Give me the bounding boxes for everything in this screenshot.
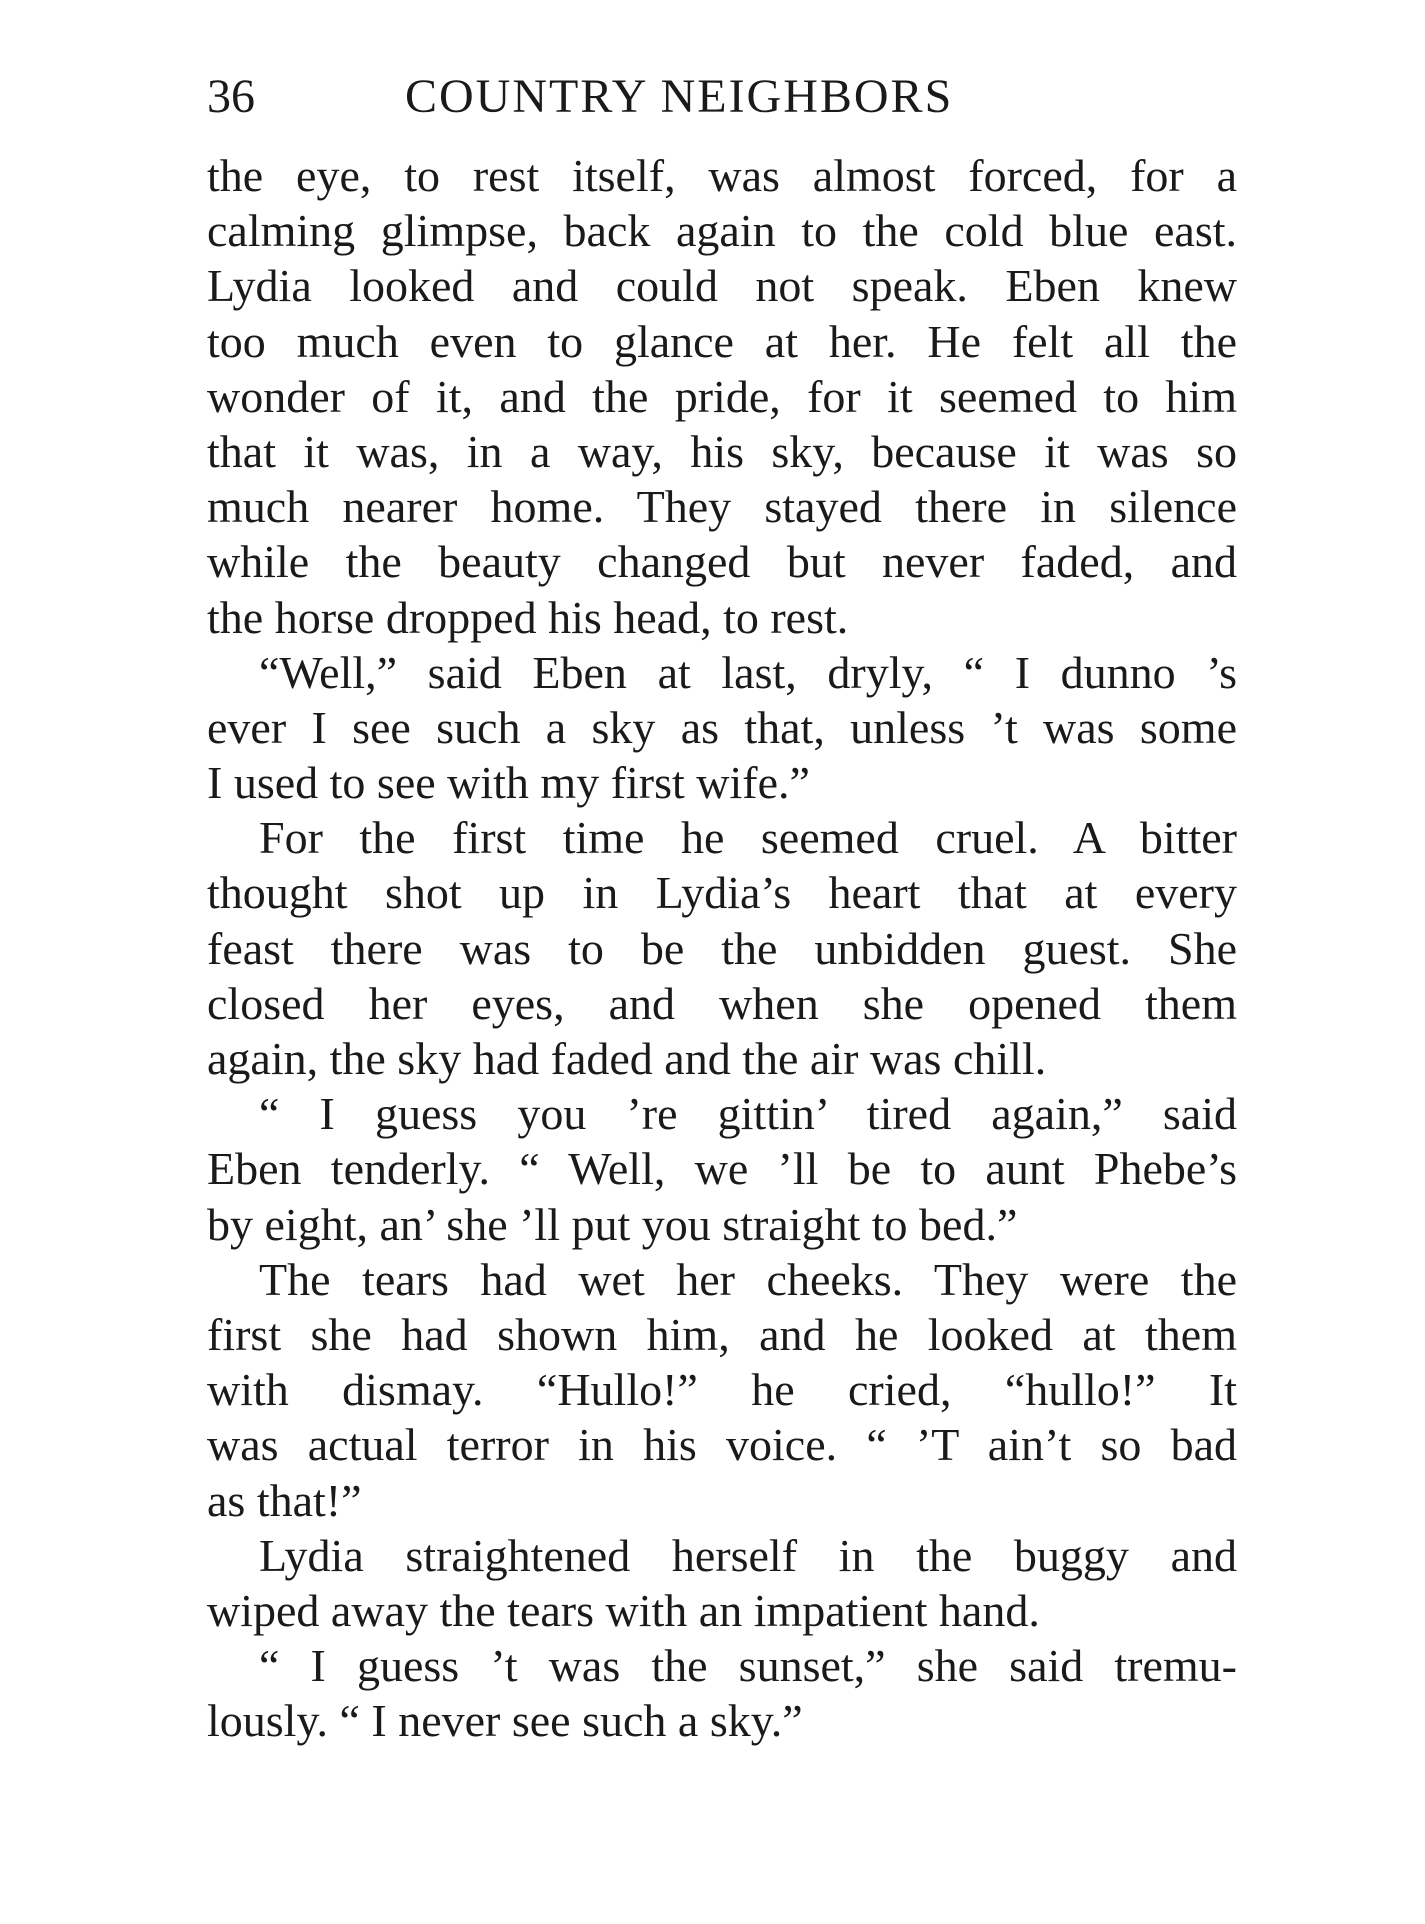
text-line: wonder of it, and the pride, for it seemed to him — [207, 370, 1237, 422]
text-line: closed her eyes, and when she opened them — [207, 977, 1237, 1029]
text-line: by eight, an’ she ’ll put you straight to bed.” — [207, 1198, 1018, 1250]
text-line: while the beauty changed but never faded, and — [207, 536, 1237, 588]
text-line: again, the sky had faded and the air was chill. — [207, 1033, 1047, 1084]
body-text — [207, 148, 1237, 1748]
text-line: “Well,” said Eben at last, dryly, “ I dunno ’s — [259, 646, 1237, 698]
page-number: 36 — [207, 70, 255, 123]
text-line: ever I see such a sky as that, unless ’t was some — [207, 701, 1237, 753]
text-line: thought shot up in Lydia’s heart that at every — [207, 867, 1237, 919]
text-line: wiped away the tears with an impatient hand. — [207, 1584, 1040, 1636]
text-line: The tears had wet her cheeks. They were the — [259, 1253, 1237, 1305]
text-line: feast there was to be the unbidden guest. She — [207, 922, 1237, 974]
page-header — [207, 62, 1237, 132]
text-line: Eben tenderly. “ Well, we ’ll be to aunt Phebe’s — [207, 1143, 1237, 1195]
text-line: too much even to glance at her. He felt all the — [207, 315, 1237, 367]
text-line: with dismay. “Hullo!” he cried, “hullo!” It — [207, 1364, 1237, 1416]
text-line: “ I guess ’t was the sunset,” she said tremu- — [259, 1640, 1237, 1692]
text-line: lously. “ I never see such a sky.” — [207, 1695, 803, 1747]
text-line: much nearer home. They stayed there in silence — [207, 481, 1237, 533]
text-line: I used to see with my first wife.” — [207, 757, 810, 809]
text-line: was actual terror in his voice. “ ’T ain’t so bad — [207, 1419, 1237, 1471]
text-line: For the first time he seemed cruel. A bitter — [259, 812, 1237, 864]
text-line: “ I guess you ’re gittin’ tired again,” said — [259, 1088, 1237, 1140]
text-line: Lydia straightened herself in the buggy and — [259, 1529, 1237, 1581]
text-line: as that!” — [207, 1474, 362, 1526]
text-line: first she had shown him, and he looked at them — [207, 1308, 1237, 1360]
text-line: the horse dropped his head, to rest. — [207, 591, 849, 643]
running-title: COUNTRY NEIGHBORS — [405, 70, 954, 123]
text-line: that it was, in a way, his sky, because it was so — [207, 425, 1237, 477]
text-line: Lydia looked and could not speak. Eben knew — [207, 260, 1237, 312]
text-line: the eye, to rest itself, was almost forced, for a — [207, 150, 1237, 201]
text-line: calming glimpse, back again to the cold blue east. — [207, 205, 1237, 257]
